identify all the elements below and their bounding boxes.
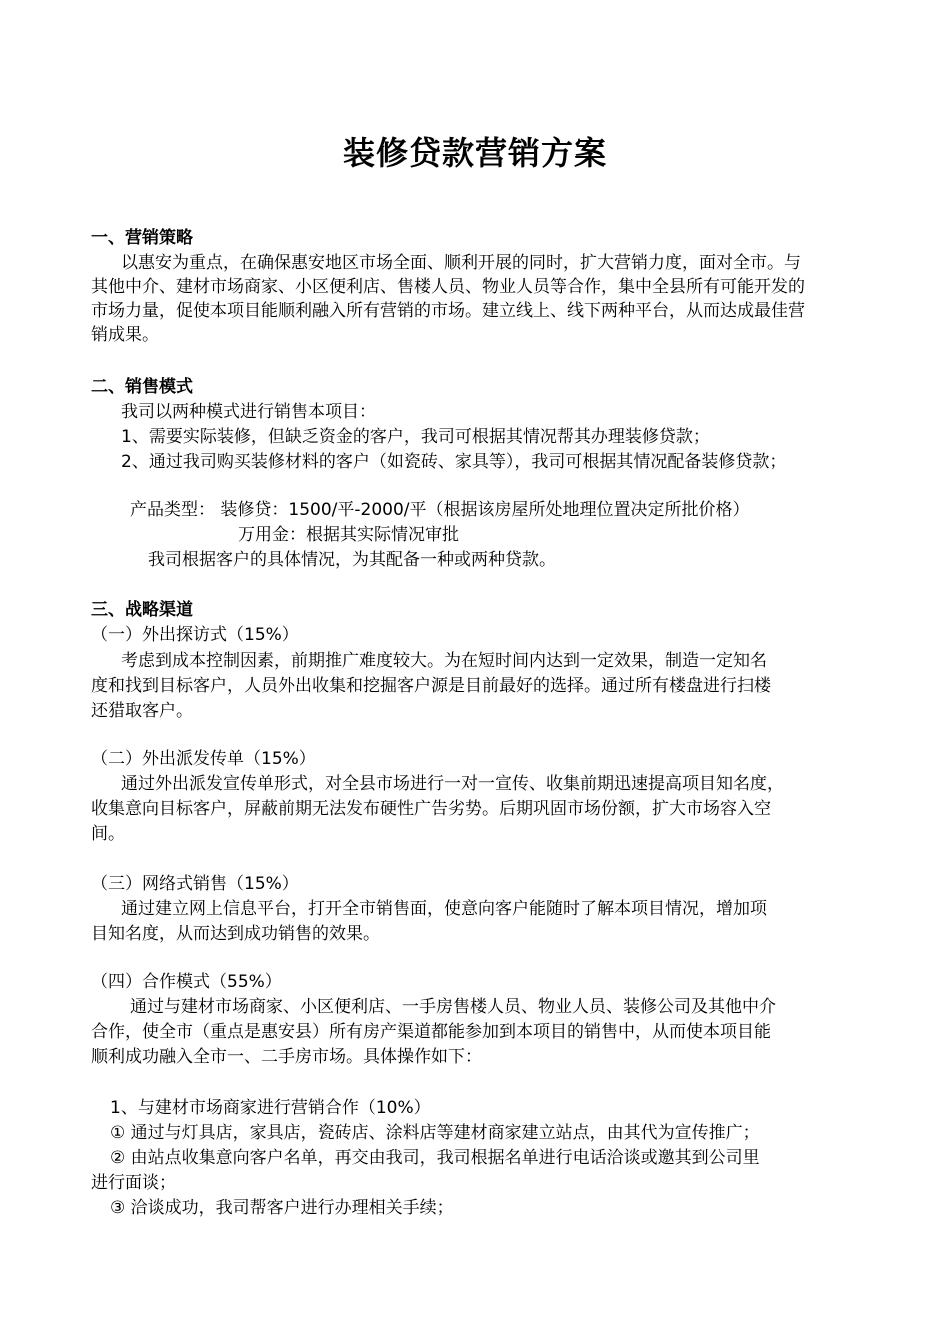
step-item: ① 通过与灯具店，家具店，瓷砖店、涂料店等建材商家建立站点，由其代为宣传推广； [110, 1123, 760, 1143]
paragraph-line: 我司以两种模式进行销售本项目： [121, 402, 376, 422]
document-title: 装修贷款营销方案 [342, 134, 607, 172]
step-item: 进行面谈； [91, 1173, 176, 1193]
paragraph-line: 考虑到成本控制因素，前期推广难度较大。为在短时间内达到一定效果，制造一定知名 [121, 651, 767, 671]
paragraph-line: 以惠安为重点，在确保惠安地区市场全面、顺利开展的同时，扩大营销力度，面对全市。与 [121, 253, 801, 273]
step-item: ③ 洽谈成功，我司帮客户进行办理相关手续； [110, 1198, 454, 1218]
subsection-heading: （一）外出探访式（15%） [91, 625, 299, 645]
paragraph-line: 收集意向目标客户，屏蔽前期无法发布硬性广告劣势。后期巩固市场份额，扩大市场容入空 [91, 799, 771, 819]
section-heading-strategy: 一、营销策略 [91, 228, 193, 248]
paragraph-line: 通过外出派发宣传单形式，对全县市场进行一对一宣传、收集前期迅速提高项目知名度， [121, 774, 784, 794]
paragraph-line: 通过建立网上信息平台，打开全市销售面，使意向客户能随时了解本项目情况，增加项 [121, 899, 767, 919]
paragraph-line: 市场力量，促使本项目能顺利融入所有营销的市场。建立线上、线下两种平台，从而达成最佳营 [91, 301, 805, 321]
subsection-heading: （四）合作模式（55%） [91, 972, 282, 992]
subsection-heading: （三）网络式销售（15%） [91, 874, 299, 894]
paragraph-line: 间。 [91, 824, 125, 844]
step-item: ② 由站点收集意向客户名单，再交由我司，我司根据名单进行电话洽谈或邀其到公司里 [110, 1148, 760, 1168]
paragraph-line: 其他中介、建材市场商家、小区便利店、售楼人员、物业人员等合作，集中全县所有可能开发的 [91, 277, 805, 297]
section-heading-channels: 三、战略渠道 [91, 600, 193, 620]
paragraph-line: 通过与建材市场商家、小区便利店、一手房售楼人员、物业人员、装修公司及其他中介 [130, 997, 776, 1017]
paragraph-line: 还猎取客户。 [91, 701, 193, 721]
paragraph-line: 合作，使全市（重点是惠安县）所有房产渠道都能参加到本项目的销售中，从而使本项目能 [91, 1022, 771, 1042]
paragraph-line: 我司根据客户的具体情况，为其配备一种或两种贷款。 [148, 550, 556, 570]
paragraph-line: 顺利成功融入全市一、二手房市场。具体操作如下： [91, 1047, 482, 1067]
list-item: 1、需要实际装修，但缺乏资金的客户，我司可根据其情况帮其办理装修贷款； [121, 427, 710, 447]
sub-item-heading: 1、与建材市场商家进行营销合作（10%） [110, 1098, 431, 1118]
paragraph-line: 销成果。 [91, 325, 159, 345]
paragraph-line: 目知名度，从而达到成功销售的效果。 [91, 924, 380, 944]
product-type-line: 产品类型： 装修贷：1500/平-2000/平（根据该房屋所处地理位置决定所批价格） [130, 500, 750, 520]
section-heading-sales-mode: 二、销售模式 [91, 377, 193, 397]
product-type-line: 万用金：根据其实际情况审批 [238, 525, 459, 545]
list-item: 2、通过我司购买装修材料的客户（如瓷砖、家具等），我司可根据其情况配备装修贷款； [121, 452, 787, 472]
subsection-heading: （二）外出派发传单（15%） [91, 749, 316, 769]
paragraph-line: 度和找到目标客户，人员外出收集和挖掘客户源是目前最好的选择。通过所有楼盘进行扫楼 [91, 676, 771, 696]
